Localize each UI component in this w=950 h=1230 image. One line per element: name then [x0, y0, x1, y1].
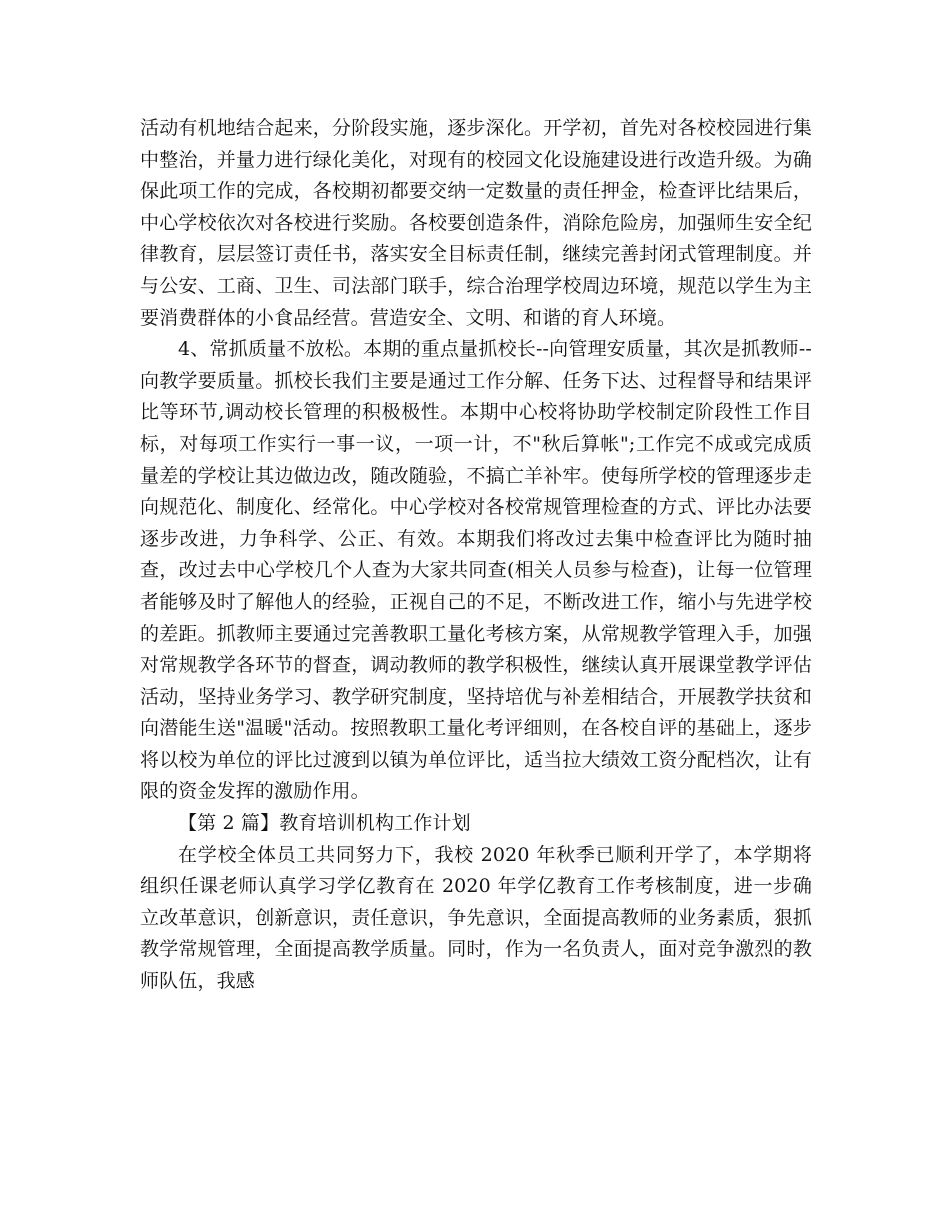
paragraph-quality-management: 4、常抓质量不放松。本期的重点量抓校长--向管理安质量，其次是抓教师--向教学要质量。抓校长我们主要是通过工作分解、任务下达、过程督导和结果评比等环节,调动校长管理的积极极性。本期中心校将协助学校制定阶段性工作目标，对每项工作实行一事一议，一项一计，不"秋后算帐";工作完不成或完成质量差的学校让其边做边改，随改随验，不搞亡羊补牢。使每所学校的管理逐步走向规范化、制度化、经常化。中心学校对各校常规管理检查的方式、评比办法要逐步改进，力争科学、公正、有效。本期我们将改过去集中检查评比为随时抽查，改过去中心学校几个人查为大家共同查(相关人员参与检查)，让每一位管理者能够及时了解他人的经验，正视自己的不足，不断改进工作，缩小与先进学校的差距。抓教师主要通过完善教职工量化考核方案，从常规教学管理入手，加强对常规教学各环节的督查，调动教师的教学积极性，继续认真开展课堂教学评估活动，坚持业务学习、教学研究制度，坚持培优与补差相结合，开展教学扶贫和向潜能生送"温暖"活动。按照教职工量化考评细则，在各校自评的基础上，逐步将以校为单位的评比过渡到以镇为单位评比，适当拉大绩效工资分配档次，让有限的资金发挥的激励作用。 — [140, 338, 812, 803]
document-page — [140, 113, 812, 998]
paragraph-campus-safety: 活动有机地结合起来，分阶段实施，逐步深化。开学初，首先对各校校园进行集中整治，并量力进行绿化美化，对现有的校园文化设施建设进行改造升级。为确保此项工作的完成，各校期初都要交纳一定数量的责任押金，检查评比结果后，中心学校依次对各校进行奖励。各校要创造条件，消除危险房，加强师生安全纪律教育，层层签订责任书，落实安全目标责任制，继续完善封闭式管理制度。并与公安、工商、卫生、司法部门联手，综合治理学校周边环境，规范以学生为主要消费群体的小食品经营。营造安全、文明、和谐的育人环境。 — [140, 117, 812, 329]
paragraph-section-intro: 在学校全体员工共同努力下，我校 2020 年秋季已顺利开学了，本学期将组织任课老师认真学习学亿教育在 2020 年学亿教育工作考核制度，进一步确立改革意识，创新意识，责任意识，争先意识，全面提高教师的业务素质，狠抓教学常规管理，全面提高教学质量。同时，作为一名负责人，面对竞争激烈的教师队伍，我感 — [140, 843, 812, 993]
section-heading: 【第 2 篇】教育培训机构工作计划 — [178, 812, 471, 835]
